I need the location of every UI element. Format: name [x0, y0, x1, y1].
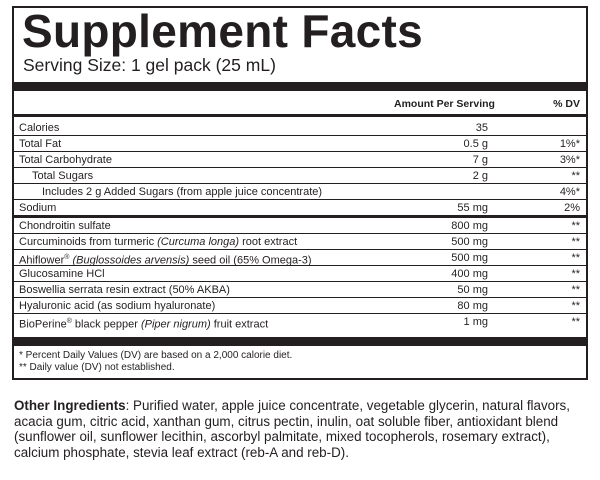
table-row: [14, 250, 586, 266]
table-row: [14, 314, 586, 330]
registered-mark: ®: [64, 254, 70, 261]
row-name: Total Carbohydrate: [19, 154, 112, 166]
row-name: Total Sugars: [32, 170, 94, 182]
row-amount: 55 mg: [457, 202, 488, 214]
row-dv: **: [571, 236, 580, 248]
header-amount-per-serving: Amount Per Serving: [394, 98, 495, 110]
table-row: [14, 120, 586, 136]
footnote-dv-not-established: ** Daily value (DV) not established.: [19, 362, 175, 373]
row-dv: **: [571, 284, 580, 296]
row-name: Ahiflower® (Buglossoides arvensis) seed oil (65% Omega-3): [19, 254, 312, 267]
row-dv: **: [571, 316, 580, 328]
row-amount: 35: [475, 122, 488, 134]
registered-mark: ®: [66, 318, 72, 325]
table-row: [14, 168, 586, 184]
row-dv: **: [571, 220, 580, 232]
table-row: [14, 298, 586, 314]
header-percent-dv: % DV: [553, 98, 580, 110]
footnote-dv-basis: * Percent Daily Values (DV) are based on a 2,000 calorie diet.: [19, 350, 293, 361]
row-amount: 800 mg: [451, 220, 488, 232]
row-amount: 80 mg: [457, 300, 488, 312]
table-row: [14, 200, 586, 218]
table-row: [14, 282, 586, 298]
thick-divider-bottom: [14, 337, 586, 346]
facts-table: [14, 120, 586, 330]
row-name: Chondroitin sulfate: [19, 220, 111, 232]
row-amount: 500 mg: [451, 252, 488, 264]
row-dv: **: [571, 300, 580, 312]
panel-title: Supplement Facts: [22, 5, 423, 57]
table-row: [14, 234, 586, 250]
table-row: [14, 218, 586, 234]
other-ingredients-text: : Purified water, apple juice concentrate, vegetable glycerin, natural flavors, acacia gum, citric acid, xanthan gum, citrus pectin, inulin, oat soluble fiber, antioxidant blend (sunflower oil, sunflower lecithin, ascorbyl palmitate, mixed tocopherols, rosemary extract), calcium phosphate, stevia leaf extract (reb-A and reb-D).: [14, 398, 570, 460]
table-row: [14, 184, 586, 200]
supplement-facts-panel: [12, 6, 588, 380]
row-amount: 1 mg: [463, 316, 488, 328]
row-dv: **: [571, 170, 580, 182]
table-row: [14, 152, 586, 168]
row-dv: **: [571, 268, 580, 280]
row-dv: **: [571, 252, 580, 264]
row-amount: 50 mg: [457, 284, 488, 296]
row-name: Sodium: [19, 202, 57, 214]
table-row: [14, 136, 586, 152]
row-amount: 7 g: [472, 154, 488, 166]
row-name: Curcuminoids from turmeric (Curcuma longa) root extract: [19, 236, 298, 248]
row-dv: 4%*: [559, 186, 580, 198]
row-name: Glucosamine HCl: [19, 268, 105, 280]
row-amount: 400 mg: [451, 268, 488, 280]
header-divider: [14, 114, 586, 117]
thick-divider-top: [14, 82, 586, 91]
row-name: Total Fat: [19, 138, 62, 150]
row-name: Includes 2 g Added Sugars (from apple juice concentrate): [42, 186, 323, 198]
row-name: Boswellia serrata resin extract (50% AKBA): [19, 284, 230, 296]
table-row: [14, 266, 586, 282]
other-ingredients: [14, 398, 590, 460]
footnotes: [19, 350, 292, 374]
row-name: Calories: [19, 122, 60, 134]
serving-size: Serving Size: 1 gel pack (25 mL): [23, 55, 276, 75]
other-ingredients-label: Other Ingredients: [14, 398, 126, 413]
row-dv: 2%: [564, 202, 580, 214]
row-amount: 2 g: [472, 170, 488, 182]
row-name: BioPerine® black pepper (Piper nigrum) fruit extract: [19, 318, 269, 331]
row-name: Hyaluronic acid (as sodium hyaluronate): [19, 300, 216, 312]
row-dv: 3%*: [559, 154, 580, 166]
row-amount: 500 mg: [451, 236, 488, 248]
row-amount: 0.5 g: [463, 138, 488, 150]
row-dv: 1%*: [559, 138, 580, 150]
